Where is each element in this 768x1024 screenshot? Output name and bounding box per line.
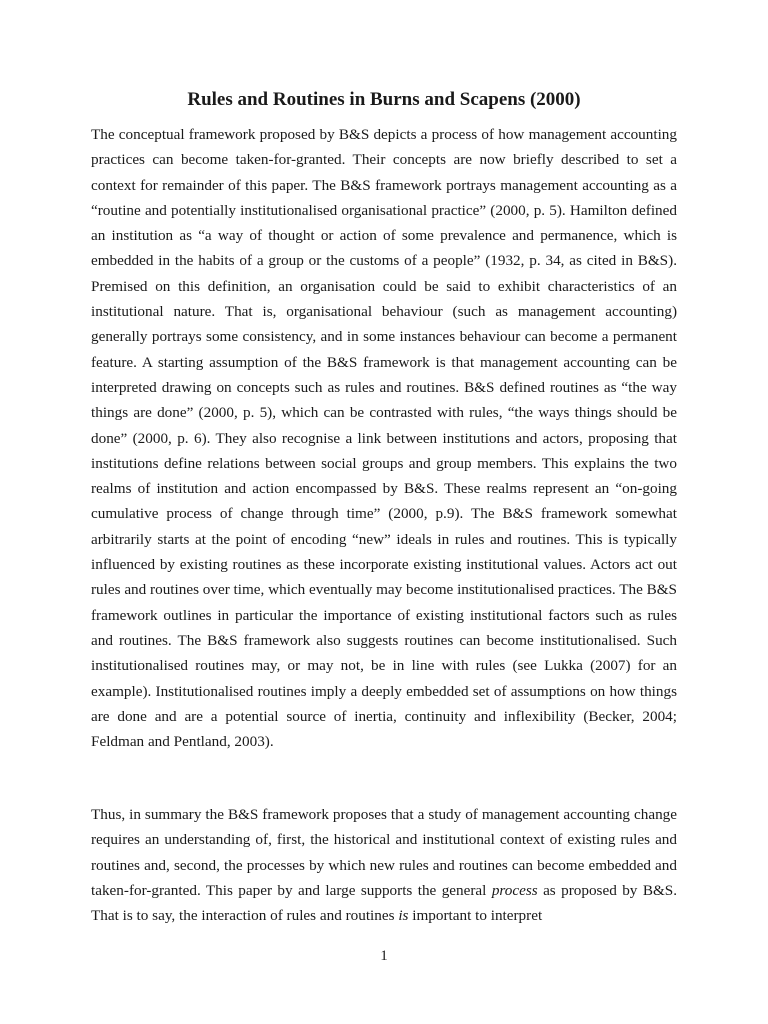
body-paragraph-2 <box>91 802 677 928</box>
paragraph-2-italic-process: process <box>491 881 538 899</box>
paragraph-2-text-part-2: as proposed by B&S. That is to say, the interaction of rules and routines <box>91 881 678 925</box>
paragraph-2-italic-is: is <box>398 907 409 925</box>
paragraph-2-text-part-3: important to interpret <box>408 907 543 925</box>
page-number: 1 <box>380 948 388 964</box>
body-paragraph-1: The conceptual framework proposed by B&S depicts a process of how management accounting practices can become taken-for-granted. Their concepts are now briefly described to set a context for remainder of this paper. The B&S framework portrays management accounting as a “routine and potentially institutionalised organisational practice” (2000, p. 5). Hamilton defined an institution as “a way of thought or action of some prevalence and permanence, which is embedded in the habits of a group or the customs of a people” (1932, p. 34, as cited in B&S). Premised on this definition, an organisation could be said to exhibit characteristics of an institutional nature. That is, organisational behaviour (such as management accounting) generally portrays some consistency, and in some instances behaviour can become a permanent feature. A starting assumption of the B&S framework is that management accounting can be interpreted drawing on concepts such as rules and routines. B&S defined routines as “the way things are done” (2000, p. 5), which can be contrasted with rules, “the ways things should be done” (2000, p. 6). They also recognise a link between institutions and actors, proposing that institutions define relations between social groups and group members. This explains the two realms of institution and action encompassed by B&S. These realms represent an “on-going cumulative process of change through time” (2000, p.9). The B&S framework somewhat arbitrarily starts at the point of encoding “new” ideals in rules and routines. This is typically influenced by existing routines as these incorporate existing institutional values. Actors act out rules and routines over time, which eventually may become institutionalised practices. The B&S framework outlines in particular the importance of existing institutional factors such as rules and routines. The B&S framework also suggests routines can become institutionalised. Such institutionalised routines may, or may not, be in line with rules (see Lukka (2007) for an example). Institutionalised routines imply a deeply embedded set of assumptions on how things are done and are a potential source of inertia, continuity and inflexibility (Becker, 2004; Feldman and Pentland, 2003). <box>91 126 677 751</box>
paragraph-2-text-part-1: Thus, in summary the B&S framework proposes that a study of management accounting change requires an understanding of, first, the historical and institutional context of existing rules and routines and, second, the processes by which new rules and routines can become embedded and taken-for-granted. This paper by and large supports the general <box>91 806 677 899</box>
document-title: Rules and Routines in Burns and Scapens (2000) <box>187 89 581 110</box>
